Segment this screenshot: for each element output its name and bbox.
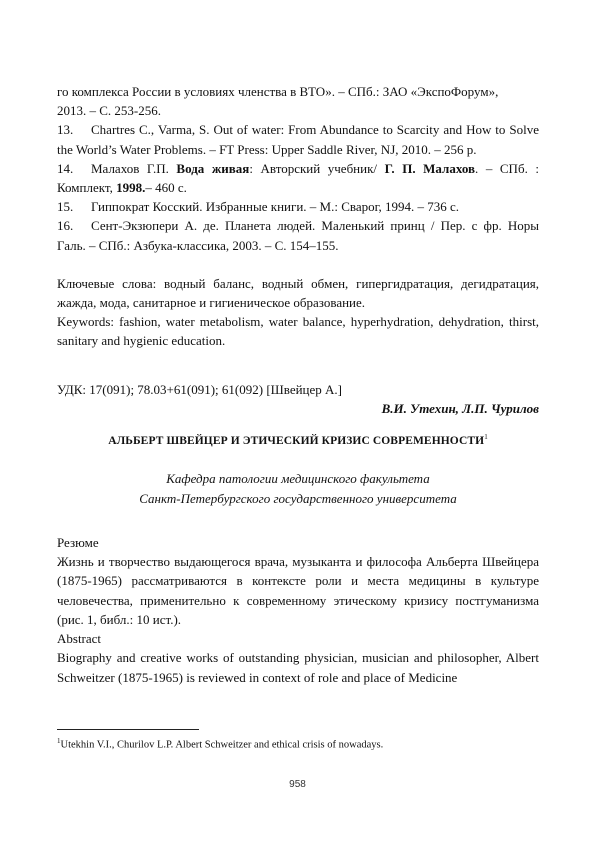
reference-13 bbox=[57, 120, 539, 158]
reference-14-text-2: : Авторский учебник/ bbox=[249, 160, 385, 176]
reference-14-bold-title: Вода живая bbox=[176, 160, 250, 176]
affiliation-line1: Кафедра патологии медицинского факультета bbox=[166, 471, 430, 487]
abstract-heading: Abstract bbox=[57, 631, 102, 647]
affiliation bbox=[57, 469, 539, 509]
affiliation-line2: Санкт-Петербургского государственного университета bbox=[139, 491, 457, 507]
reference-16-text: Сент-Экзюпери А. де. Планета людей. Маленький принц / Пер. с фр. Норы Галь. – СПб.: Азбука-классика, 2003. – С. 154–155. bbox=[57, 218, 539, 253]
reference-14-text-1: Малахов Г.П. bbox=[91, 160, 177, 176]
resume-text: Жизнь и творчество выдающегося врача, музыканта и философа Альберта Швейцера (1875-1965) рассматриваются в контексте роли и места медицины в культуре человечества, применительно к современному этическому кризису постгуманизма (рис. 1, библ.: 10 ист.). bbox=[57, 554, 539, 627]
page-content bbox=[57, 82, 539, 687]
reference-15 bbox=[57, 197, 539, 216]
spacer bbox=[57, 351, 539, 380]
reference-13-number: 13. bbox=[57, 122, 74, 138]
reference-14-bold-year: 1998. bbox=[116, 180, 146, 196]
udk-line: УДК: 17(091); 78.03+61(091); 61(092) [Швейцер А.] bbox=[57, 381, 342, 397]
reference-14-text-4: – 460 с. bbox=[145, 180, 187, 196]
article-title bbox=[57, 428, 539, 451]
reference-14-number: 14. bbox=[57, 160, 74, 176]
footnote-reference: 1 bbox=[484, 433, 488, 442]
resume-heading: Резюме bbox=[57, 535, 99, 551]
footnote-text: Utekhin V.I., Churilov L.P. Albert Schweitzer and ethical crisis of nowadays. bbox=[60, 739, 384, 751]
article-authors: В.И. Утехин, Л.П. Чурилов bbox=[381, 400, 539, 416]
reference-16-number: 16. bbox=[57, 218, 74, 234]
reference-12-line1: го комплекса России в условиях членства в ВТО». – СПб.: ЗАО «ЭкспоФорум», bbox=[57, 84, 499, 99]
reference-12-continuation bbox=[57, 82, 539, 120]
reference-14-text-3: . – СПб. : Комплект, bbox=[57, 160, 539, 196]
footnote bbox=[57, 735, 539, 752]
article-title-text: АЛЬБЕРТ ШВЕЙЦЕР И ЭТИЧЕСКИЙ КРИЗИС СОВРЕМЕННОСТИ bbox=[108, 434, 485, 447]
keywords-ru: Ключевые слова: водный баланс, водный обмен, гипергидратация, дегидратация, жажда, мода, санитарное и гигиеническое образование. bbox=[57, 275, 539, 311]
footnote-mark: 1 bbox=[57, 737, 61, 745]
reference-14 bbox=[57, 159, 539, 197]
abstract-text: Biography and creative works of outstanding physician, musician and philosopher, Albert Schweitzer (1875-1965) is reviewed in context of role and place of Medicine bbox=[57, 650, 539, 685]
reference-14-bold-author: Г. П. Малахов bbox=[384, 160, 476, 176]
keywords-en: Keywords: fashion, water metabolism, water balance, hyperhydration, dehydration, thirst, sanitary and hygienic education. bbox=[57, 314, 539, 349]
reference-12-line2: 2013. – С. 253-256. bbox=[57, 103, 161, 119]
reference-16 bbox=[57, 216, 539, 254]
footnote-divider bbox=[57, 729, 199, 730]
spacer bbox=[57, 255, 539, 274]
reference-13-text: Chartres C., Varma, S. Out of water: From Abundance to Scarcity and How to Solve the World’s Water Problems. – FT Press: Upper Saddle River, NJ, 2010. – 256 p. bbox=[57, 122, 539, 157]
page-number: 958 bbox=[289, 779, 306, 790]
reference-15-text: Гиппократ Косский. Избранные книги. – М.: Сварог, 1994. – 736 с. bbox=[91, 199, 459, 215]
reference-15-number: 15. bbox=[57, 199, 74, 215]
